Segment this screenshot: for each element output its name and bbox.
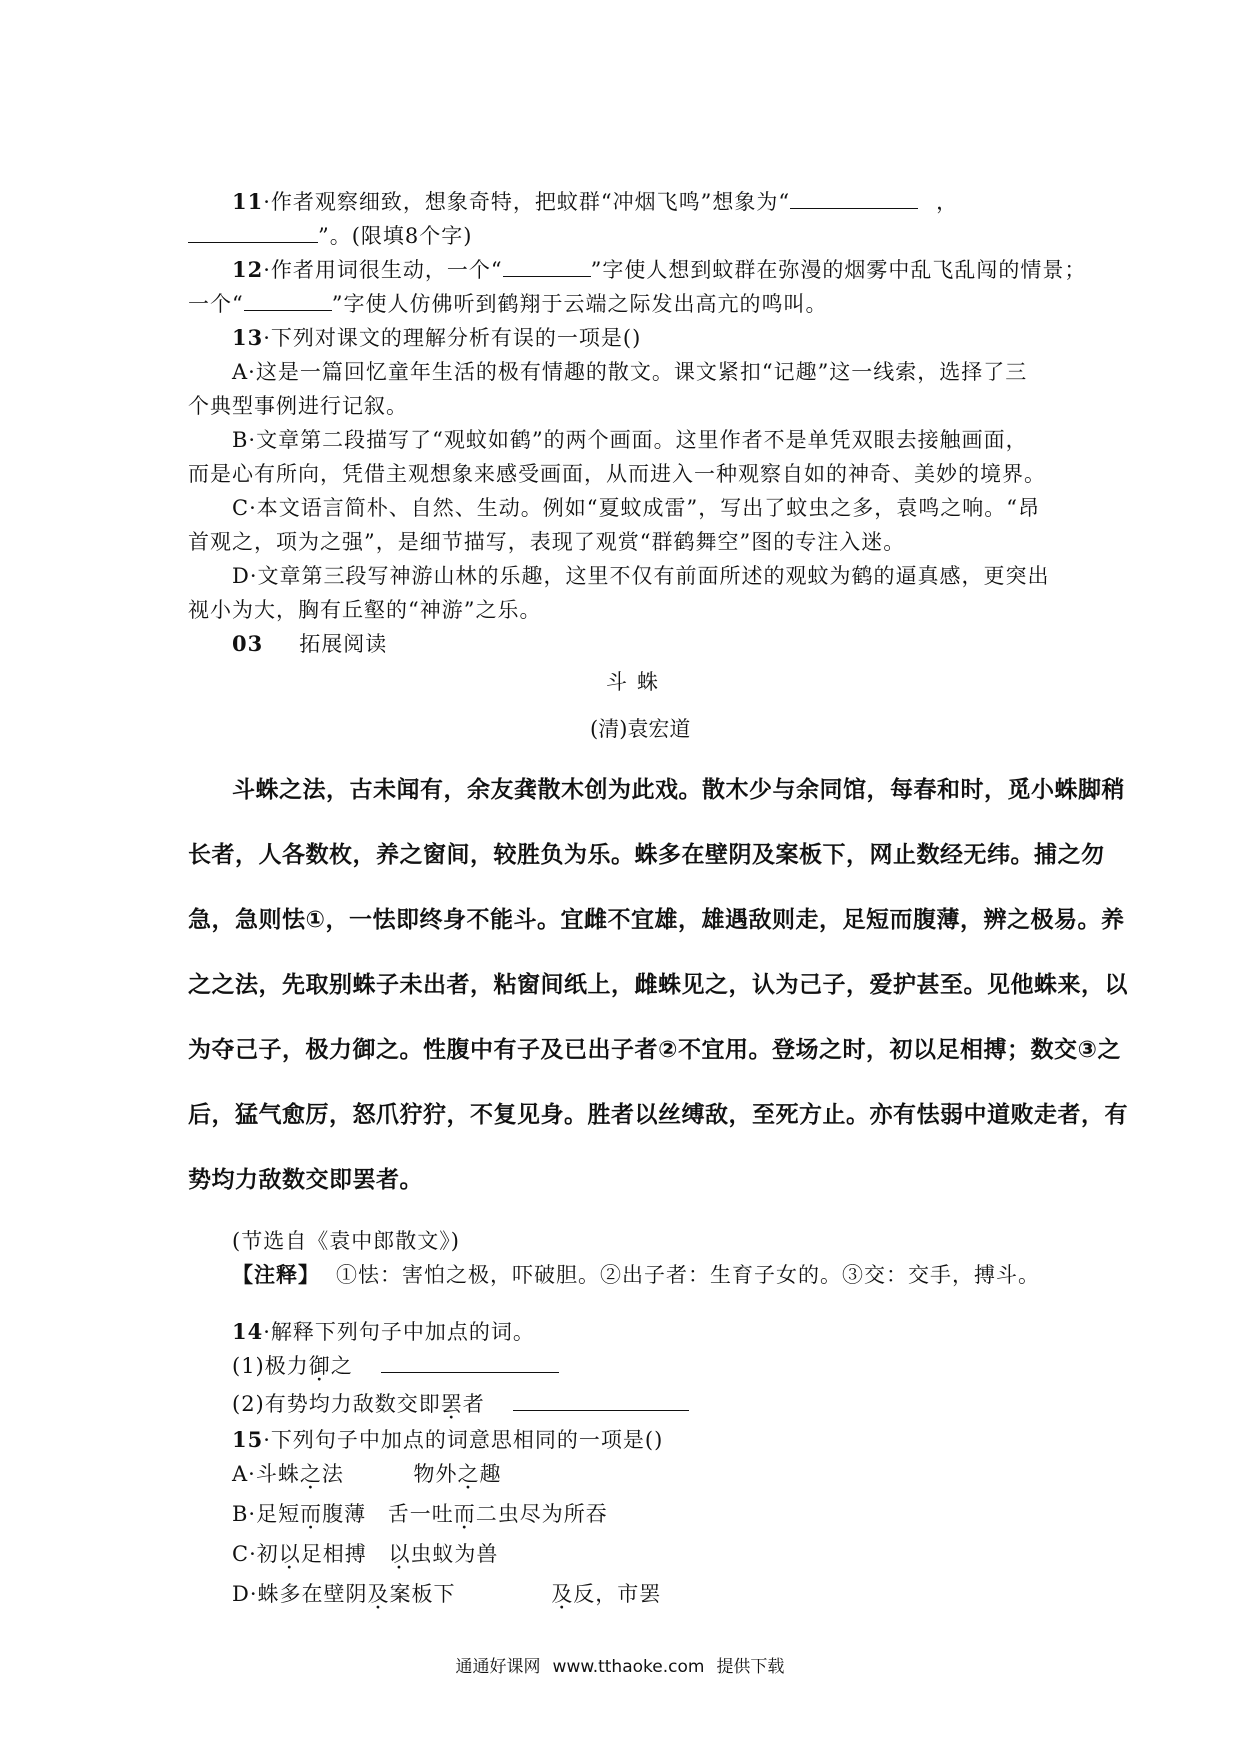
q15-d2-dotted-word: 及 — [551, 1582, 574, 1606]
q12-line-1 — [232, 254, 1086, 284]
q12-text-b: ”字使人想到蚊群在弥漫的烟雾中乱飞乱闯的情景； — [590, 258, 1087, 282]
passage-title: 斗蛛 — [606, 670, 668, 694]
q14-item-2-pre: (2)有势均力敌数交即 — [232, 1392, 441, 1416]
q15-c2-dotted-word: 以 — [388, 1542, 411, 1566]
notes-text: ①怯：害怕之极，吓破胆。②出子者：生育子女的。③交：交手，搏斗。 — [336, 1263, 1040, 1287]
section-heading — [232, 628, 387, 658]
q11-number: 11 — [232, 189, 264, 214]
q14-number: 14 — [232, 1319, 264, 1344]
q13-number: 13 — [232, 325, 264, 350]
q12-blank-2[interactable] — [244, 309, 332, 311]
q15-b2-pre: 舌一吐 — [387, 1502, 454, 1526]
q14-item-1 — [232, 1350, 559, 1380]
q11-blank-1[interactable] — [790, 207, 918, 209]
q11-text-end: ”。(限填8个字) — [318, 224, 473, 248]
q15-option-b — [232, 1498, 608, 1528]
q15-option-a — [232, 1458, 502, 1488]
q15-option-c — [232, 1538, 498, 1568]
passage-line-7: 势均力敌数交即罢者。 — [188, 1167, 423, 1193]
passage-line-3: 急，急则怯①，一怯即终身不能斗。宜雌不宜雄，雄遇敌则走，足短而腹薄，辨之极易。养 — [188, 907, 1125, 933]
q14-item-2 — [232, 1388, 689, 1418]
q14-stem — [232, 1316, 535, 1346]
q12-blank-1[interactable] — [503, 275, 591, 277]
q14-item-1-pre: (1)极力 — [232, 1354, 309, 1378]
q15-c-dotted-word: 以 — [278, 1542, 301, 1566]
q13-option-c-line-2: 首观之，项为之强”，是细节描写，表现了观赏“群鹤舞空”图的专注入迷。 — [188, 530, 906, 554]
q15-a-pre: A·斗蛛 — [232, 1462, 300, 1486]
q14-stem-text: ·解释下列句子中加点的词。 — [263, 1320, 535, 1344]
q12-line-2 — [188, 288, 827, 318]
q15-d-pre: D·蛛多在壁阴 — [232, 1582, 368, 1606]
q11-comma: ， — [936, 190, 959, 214]
q15-a-dotted-word: 之 — [299, 1462, 322, 1486]
q14-item-2-blank[interactable] — [513, 1409, 689, 1411]
q14-item-2-dotted-word: 罢 — [440, 1392, 463, 1416]
footer-action: 提供下载 — [716, 1657, 785, 1677]
q11-line-1 — [232, 186, 958, 216]
q15-a2-post: 趣 — [479, 1462, 502, 1486]
q11-text: ·作者观察细致，想象奇特，把蚊群“冲烟飞鸣”想象为“ — [263, 190, 791, 214]
q14-item-1-dotted-word: 御 — [308, 1354, 331, 1378]
footer-url[interactable]: www.tthaoke.com — [552, 1657, 705, 1677]
q15-b-post: 腹薄 — [322, 1502, 367, 1526]
q15-d-post: 案板下 — [389, 1582, 456, 1606]
notes-label: 【注释】 — [232, 1262, 320, 1287]
passage-author: (清)袁宏道 — [590, 717, 691, 741]
q13-stem-text: ·下列对课文的理解分析有误的一项是() — [263, 326, 642, 350]
passage-line-1: 斗蛛之法，古未闻有，余友龚散木创为此戏。散木少与余同馆，每春和时，觅小蛛脚稍 — [232, 777, 1125, 803]
q15-c-pre: C·初 — [232, 1542, 279, 1566]
q15-a2-pre: 物外 — [413, 1462, 458, 1486]
section-number: 03 — [232, 631, 264, 656]
q15-stem — [232, 1424, 663, 1454]
q12-number: 12 — [232, 257, 264, 282]
passage-source: (节选自《袁中郎散文》) — [232, 1229, 460, 1253]
q15-b2-post: 二虫尽为所吞 — [475, 1502, 608, 1526]
q15-a-post: 法 — [321, 1462, 344, 1486]
q15-c2-post: 虫蚁为兽 — [410, 1542, 499, 1566]
q13-option-d-line-2: 视小为大，胸有丘壑的“神游”之乐。 — [188, 598, 542, 622]
q11-line-2 — [188, 220, 472, 250]
passage-line-6: 后，猛气愈厉，怒爪狞狞，不复见身。胜者以丝缚敌，至死方止。亦有怯弱中道败走者，有 — [188, 1102, 1128, 1128]
passage-line-4: 之之法，先取别蛛子未出者，粘窗间纸上，雌蛛见之，认为己子，爱护甚至。见他蛛来，以 — [188, 972, 1128, 998]
q12-text-d: ”字使人仿佛听到鹤翔于云端之际发出高亢的鸣叫。 — [331, 292, 828, 316]
q13-option-d-line-1: D·文章第三段写神游山林的乐趣，这里不仅有前面所述的观蚊为鹤的逼真感，更突出 — [232, 564, 1050, 588]
passage-line-2: 长者，人各数枚，养之窗间，较胜负为乐。蛛多在壁阴及案板下，网止数经无纬。捕之勿 — [188, 842, 1105, 868]
q14-item-2-post: 者 — [462, 1392, 485, 1416]
q13-option-c-line-1: C·本文语言简朴、自然、生动。例如“夏蚊成雷”，写出了蚊虫之多，袁鸣之响。“昂 — [232, 496, 1040, 520]
passage-line-5: 为夺己子，极力御之。性腹中有子及已出子者②不宜用。登场之时，初以足相搏；数交③之 — [188, 1037, 1121, 1063]
q12-text-a: ·作者用词很生动，一个“ — [263, 258, 503, 282]
q15-a2-dotted-word: 之 — [457, 1462, 480, 1486]
q13-stem — [232, 322, 641, 352]
q15-b-pre: B·足短 — [232, 1502, 301, 1526]
q15-b-dotted-word: 而 — [300, 1502, 323, 1526]
q15-number: 15 — [232, 1427, 264, 1452]
q15-option-d — [232, 1578, 661, 1608]
q14-item-1-post: 之 — [330, 1354, 353, 1378]
q15-c-post: 足相搏 — [300, 1542, 367, 1566]
q11-blank-2[interactable] — [188, 241, 318, 243]
passage-notes — [232, 1259, 1040, 1289]
section-label: 拓展阅读 — [299, 632, 388, 656]
footer-site-name: 通通好课网 — [455, 1657, 541, 1677]
q13-option-b-line-2: 而是心有所向，凭借主观想象来感受画面，从而进入一种观察自如的神奇、美妙的境界。 — [188, 462, 1046, 486]
q14-item-1-blank[interactable] — [381, 1371, 559, 1373]
q13-option-a-line-2: 个典型事例进行记叙。 — [188, 394, 408, 418]
q15-b2-dotted-word: 而 — [453, 1502, 476, 1526]
q13-option-a-line-1: A·这是一篇回忆童年生活的极有情趣的散文。课文紧扣“记趣”这一线索，选择了三 — [232, 360, 1028, 384]
q15-d2-post: 反，市罢 — [573, 1582, 662, 1606]
page-footer — [0, 1652, 1240, 1677]
q15-d-dotted-word: 及 — [367, 1582, 390, 1606]
q15-stem-text: ·下列句子中加点的词意思相同的一项是() — [263, 1428, 664, 1452]
q13-option-b-line-1: B·文章第二段描写了“观蚊如鹤”的两个画面。这里作者不是单凭双眼去接触画面， — [232, 428, 1028, 452]
q12-text-c: 一个“ — [188, 292, 244, 316]
